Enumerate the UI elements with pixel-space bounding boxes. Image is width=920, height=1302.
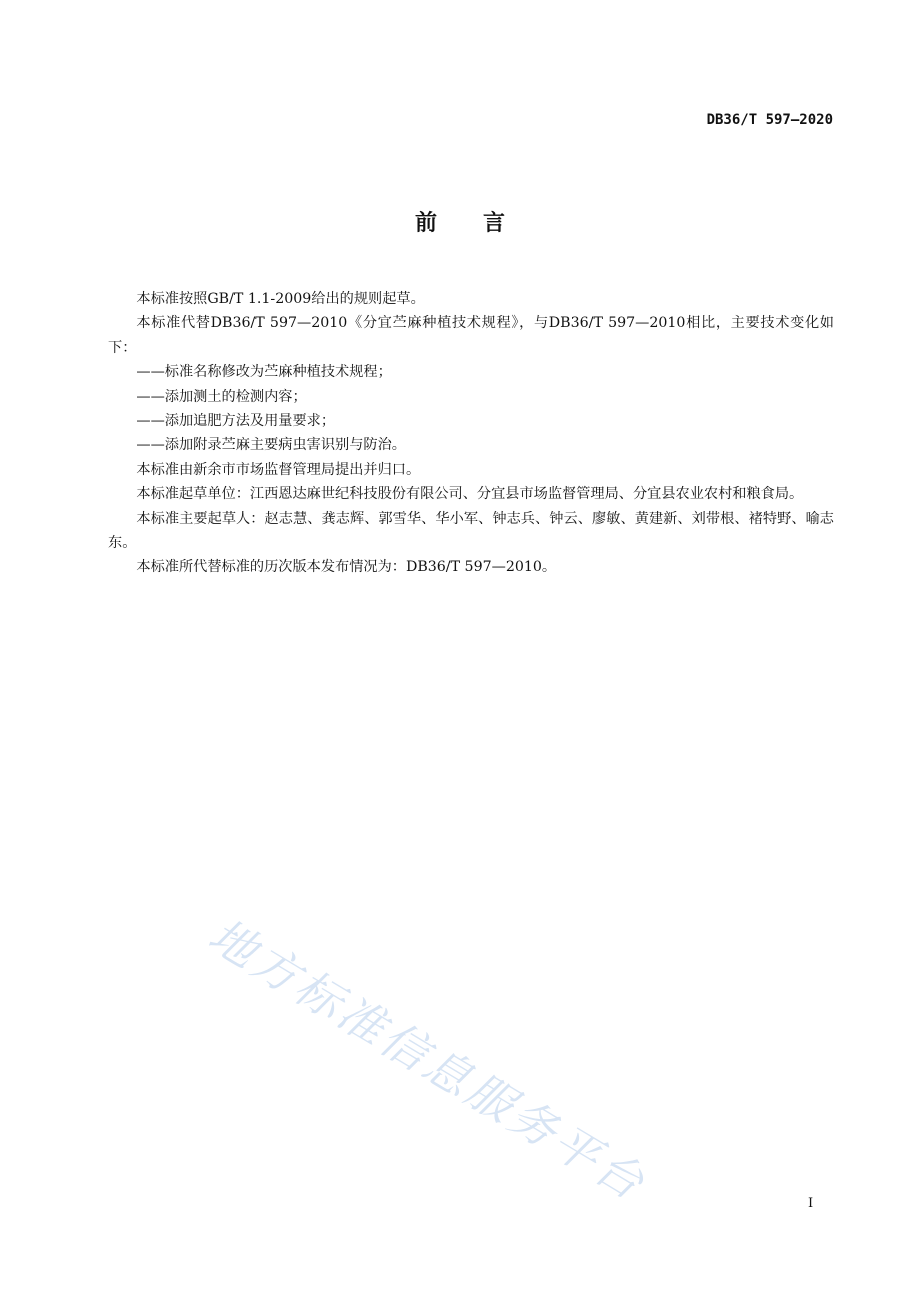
section-title (0, 206, 920, 237)
paragraph-drafting-units: 本标准起草单位：江西恩达麻世纪科技股份有限公司、分宜县市场监督管理局、分宜县农业农村和粮食局。 (136, 486, 804, 503)
paragraph-replacement: 本标准代替DB36/T 597—2010《分宜苎麻种植技术规程》，与DB36/T 597—2010相比，主要技术变化如下： (108, 315, 834, 356)
paragraph-proposer: 本标准由新余市市场监督管理局提出并归口。 (136, 461, 421, 478)
standard-code: DB36/T 597—2020 (706, 112, 833, 128)
watermark-text: 地方标准信息服务平台 (199, 907, 656, 1212)
page-number: I (808, 1196, 814, 1211)
paragraph-drafting-rules: 本标准按照GB/T 1.1-2009给出的规则起草。 (136, 291, 425, 307)
change-item-appendix: ——添加附录苎麻主要病虫害识别与防治。 (136, 437, 406, 454)
change-item-fertilizer: ——添加追肥方法及用量要求； (136, 413, 336, 430)
paragraph-drafters: 本标准主要起草人：赵志慧、龚志辉、郭雪华、华小军、钟志兵、钟云、廖敏、黄建新、刘带根、褚特野、喻志东。 (108, 510, 834, 552)
change-item-soil-testing: ——添加测土的检测内容； (136, 388, 307, 405)
section-title-part-2: 言 (483, 211, 506, 236)
paragraph-history: 本标准所代替标准的历次版本发布情况为：DB36/T 597—2010。 (136, 559, 557, 576)
change-item-name: ——标准名称修改为苎麻种植技术规程； (136, 364, 392, 381)
section-title-part-1: 前 (414, 211, 437, 236)
foreword-body (108, 287, 834, 580)
